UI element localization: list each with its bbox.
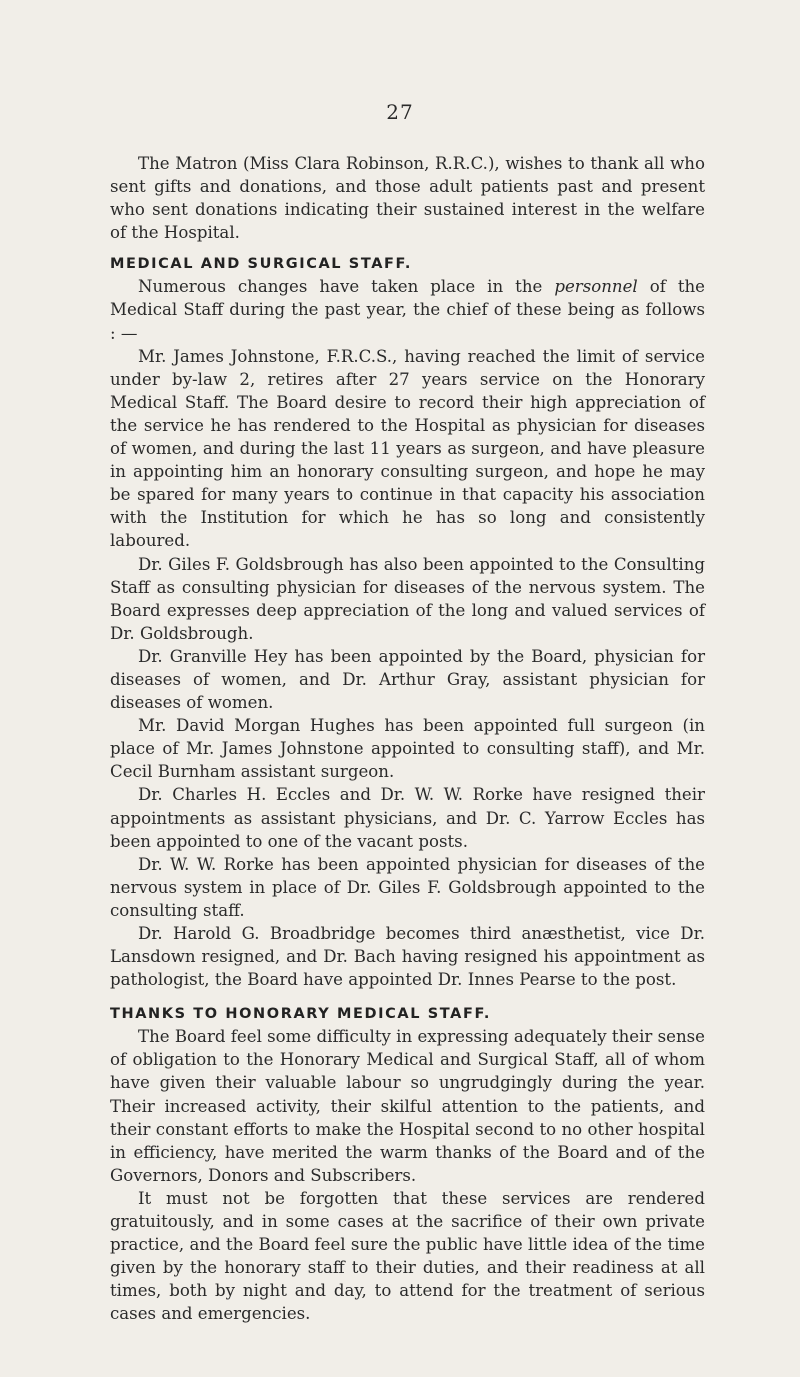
paragraph: Mr. James Johnstone, F.R.C.S., having reached the limit of service under by-law 2, retires after 27 years service on the Honorary Medical Staff. The Board desire to record their high appreciation of the service he has rendered to the Hospital as physician for diseases of women, and during the last 11 years as surgeon, and have pleasure in appointing him an honorary consulting surgeon, and hope he may be spared for many years to continue in that capacity his association with the Institution for which he has so long and consistently laboured. bbox=[110, 346, 705, 551]
section-thanks-honorary-staff bbox=[110, 1003, 705, 1325]
section-medical-surgical-staff bbox=[110, 253, 705, 991]
italic-term: personnel bbox=[554, 277, 638, 297]
paragraph: Dr. Granville Hey has been appointed by the Board, physician for diseases of women, and Dr. Arthur Gray, assistant physician for diseases of women. bbox=[110, 646, 705, 713]
paragraph: Numerous changes have taken place in the personnel of the Medical Staff during the past year, the chief of these being as follows : — bbox=[110, 277, 705, 343]
paragraph: Dr. Harold G. Broadbridge becomes third anæsthetist, vice Dr. Lansdown resigned, and Dr. Bach having resigned his appointment as pathologist, the Board have appointed Dr. Innes Pearse to the post. bbox=[110, 924, 705, 990]
paragraph: Mr. David Morgan Hughes has been appointed full surgeon (in place of Mr. James Johnstone appointed to consulting staff), and Mr. Cecil Burnham assistant surgeon. bbox=[110, 716, 705, 782]
intro-paragraph: The Matron (Miss Clara Robinson, R.R.C.), wishes to thank all who sent gifts and donations, and those adult patients past and present who sent donations indicating their sustained interest in the welfare of the Hospital. bbox=[110, 154, 705, 243]
paragraph: It must not be forgotten that these services are rendered gratuitously, and in some cases at the sacrifice of their own private practice, and the Board feel sure the public have little idea of the time given by the honorary staff to their duties, and their readiness at all times, both by night and day, to attend for the treatment of serious cases and emergencies. bbox=[110, 1188, 705, 1324]
section-heading: MEDICAL AND SURGICAL STAFF. bbox=[110, 256, 413, 273]
paragraph: Dr. Giles F. Goldsbrough has also been appointed to the Consulting Staff as consulting physician for diseases of the nervous system. The Board expresses deep appreciation of the long and valued services of Dr. Goldsbrough. bbox=[110, 554, 705, 643]
section-heading: THANKS TO HONORARY MEDICAL STAFF. bbox=[110, 1006, 491, 1023]
page-number: 27 bbox=[386, 100, 414, 124]
paragraph: Dr. W. W. Rorke has been appointed physician for diseases of the nervous system in place of Dr. Giles F. Goldsbrough appointed to the consulting staff. bbox=[110, 854, 705, 920]
paragraph: The Board feel some difficulty in expressing adequately their sense of obligation to the Honorary Medical and Surgical Staff, all of whom have given their valuable labour so ungrudgingly during the year. Their increased activity, their skilful attention to the patients, and their constant efforts to make the Hospital second to no other hospital in efficiency, have merited the warm thanks of the Board and of the Governors, Donors and Subscribers. bbox=[110, 1027, 705, 1185]
paragraph: Dr. Charles H. Eccles and Dr. W. W. Rorke have resigned their appointments as assistant physicians, and Dr. C. Yarrow Eccles has been appointed to one of the vacant posts. bbox=[110, 785, 705, 851]
page-body bbox=[110, 152, 705, 1326]
